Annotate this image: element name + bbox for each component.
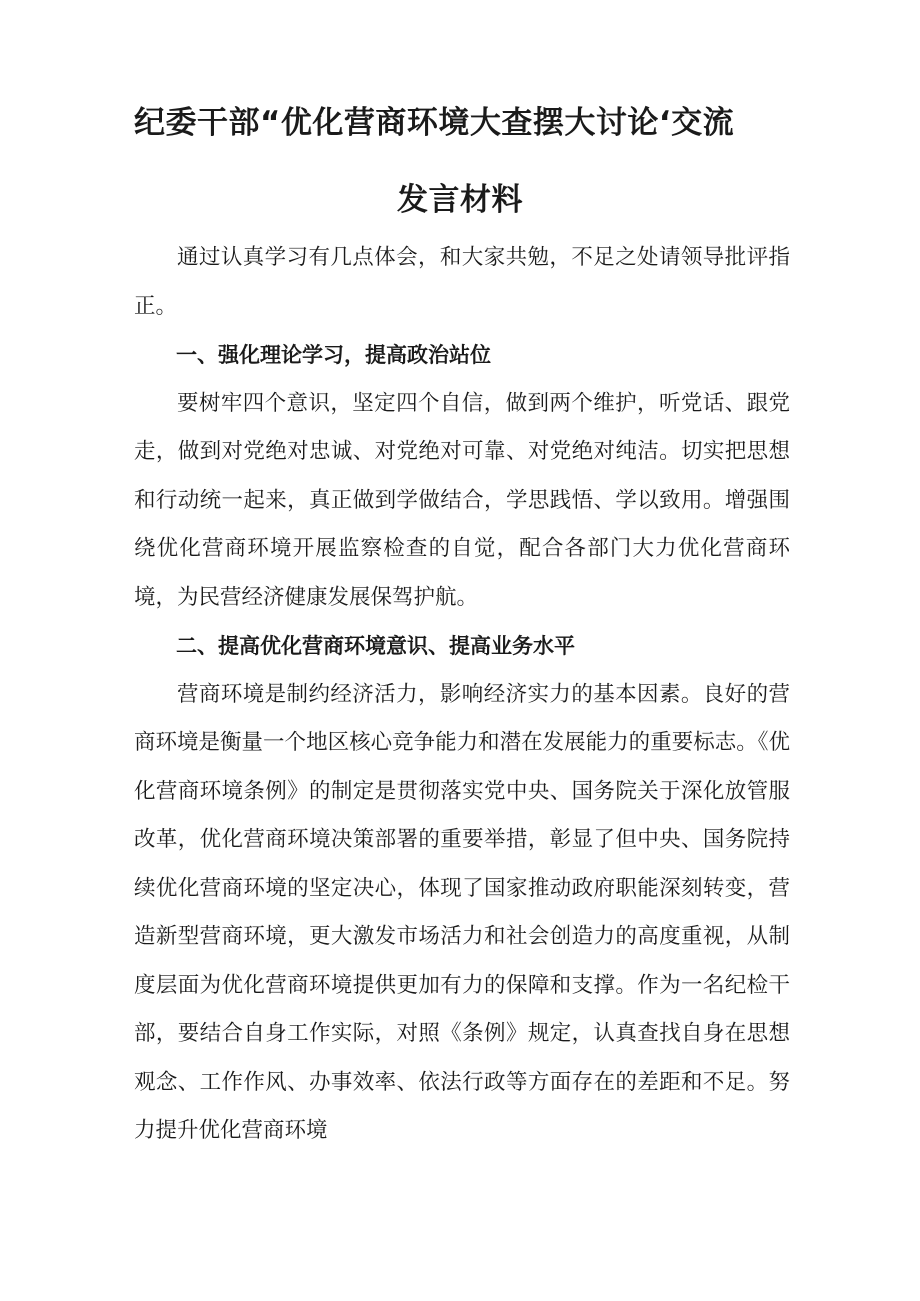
document-body (134, 234, 790, 1156)
intro-paragraph: 通过认真学习有几点体会，和大家共勉，不足之处请领导批评指正。 (134, 245, 790, 319)
section-1-paragraph: 要树牢四个意识，坚定四个自信，做到两个维护，听党话、跟党走，做到对党绝对忠诚、对党绝对可靠、对党绝对纯洁。切实把思想和行动统一起来，真正做到学做结合，学思践悟、学以致用。增强围绕优化营商环境开展监察检查的自觉，配合各部门大力优化营商环境，为民营经济健康发展保驾护航。 (134, 390, 790, 610)
document-title-line-2: 发言材料 (397, 182, 523, 218)
section-1-heading: 一、强化理论学习，提高政治站位 (176, 343, 491, 367)
section-2-heading: 二、提高优化营商环境意识、提高业务水平 (176, 634, 575, 658)
section-2-paragraph: 营商环境是制约经济活力，影响经济实力的基本因素。良好的营商环境是衡量一个地区核心竞争能力和潜在发展能力的重要标志。《优化营商环境条例》的制定是贯彻落实党中央、国务院关于深化放管服改革，优化营商环境决策部署的重要举措，彰显了但中央、国务院持续优化营商环境的坚定决心，体现了国家推动政府职能深刻转变，营造新型营商环境，更大激发市场活力和社会创造力的高度重视，从制度层面为优化营商环境提供更加有力的保障和支撑。作为一名纪检干部，要结合自身工作实际，对照《条例》规定，认真查找自身在思想观念、工作作风、办事效率、依法行政等方面存在的差距和不足。努力提升优化营商环境 (134, 681, 790, 1143)
document-title-line-1: 纪委干部“优化营商环境大查摆大讨论‘交流 (134, 105, 735, 141)
